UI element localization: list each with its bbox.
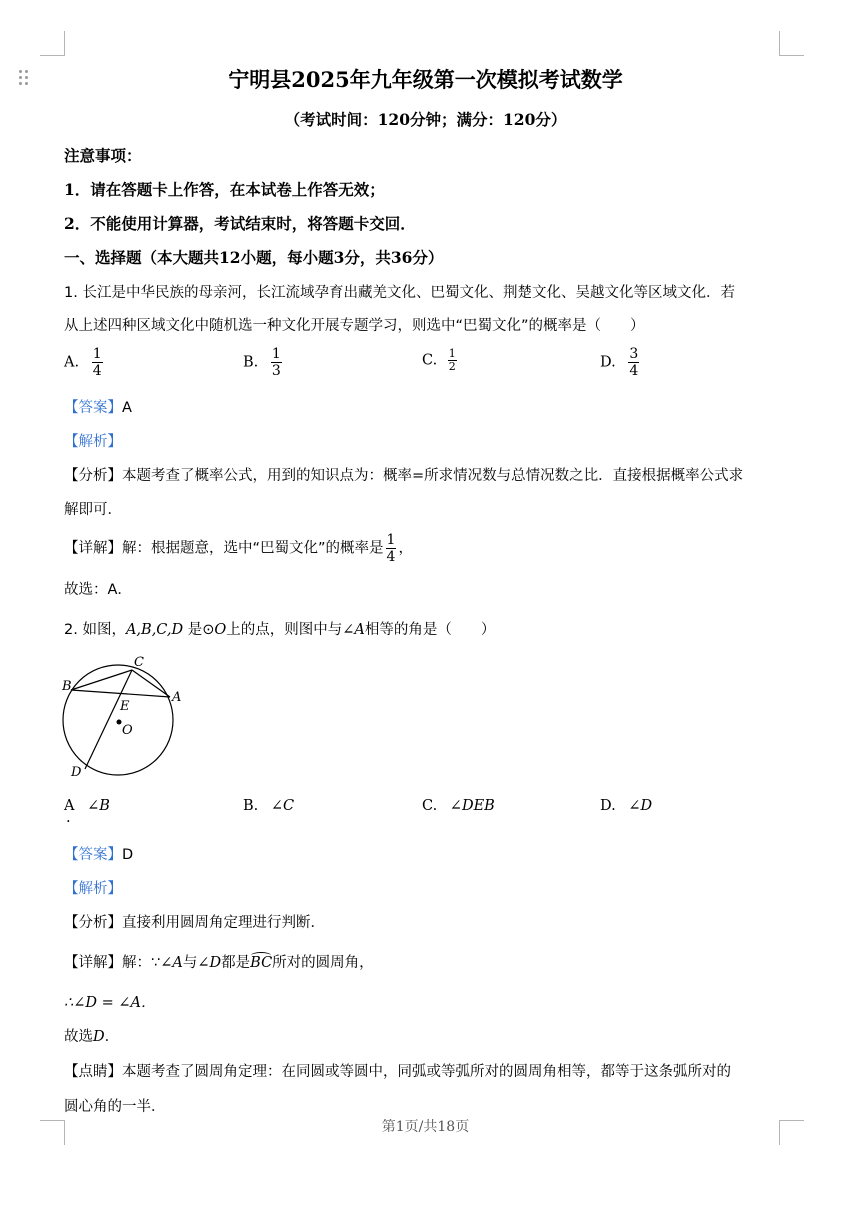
q1-fenxi-line-1: [64, 464, 743, 485]
answer-value: A: [122, 400, 132, 416]
q2-answer: [64, 843, 133, 864]
denominator: 3: [271, 363, 281, 379]
label-a: A: [172, 690, 182, 705]
label-e: E: [120, 699, 130, 714]
angle-a: ∠A: [342, 622, 365, 638]
fraction: [92, 346, 103, 379]
detail-end: ，: [398, 540, 413, 557]
option-label: A.: [64, 354, 80, 371]
numerator: 1: [448, 347, 456, 360]
numerator: 3: [629, 346, 639, 362]
fraction: [271, 346, 282, 379]
denominator: 4: [386, 549, 396, 565]
dianjing-tag: 【点睛】: [64, 1064, 122, 1080]
q1-option-a: [64, 346, 103, 379]
therefore-text: ∴∠D = ∠A．: [64, 995, 156, 1011]
angle-a: ∠A: [160, 955, 183, 971]
circle-symbol: ⊙: [202, 622, 215, 638]
chord-cd: [85, 670, 132, 769]
fenxi-tag: 【分析】: [64, 468, 122, 484]
q1-option-b: [243, 346, 282, 379]
option-value: ∠DEB: [449, 798, 495, 814]
answer-tag: 【答案】: [64, 847, 122, 863]
circle-name: O: [214, 622, 227, 638]
crop-mark-top-right: [779, 31, 804, 56]
denominator: 4: [92, 363, 102, 379]
q2-dianjing-line-2: 圆心角的一半．: [64, 1099, 166, 1115]
fraction: [628, 346, 639, 379]
q2-choose: [64, 1025, 119, 1046]
numerator: 1: [271, 346, 281, 362]
q2-text: [64, 618, 495, 639]
q1-option-c: [422, 348, 457, 373]
page-number: 第1页/共18页: [381, 1119, 470, 1135]
center-point: [117, 720, 122, 725]
answer-value: D: [122, 847, 134, 863]
label-b: B: [62, 679, 72, 694]
q1-fenxi-line-2: 解即可．: [64, 502, 122, 518]
crop-mark-top-left: [40, 31, 65, 56]
option-label: B.: [243, 354, 259, 371]
notice-item-2: 2．不能使用计算器，考试结束时，将答题卡交回．: [64, 214, 416, 233]
q1-detail: [64, 532, 413, 565]
q2-option-a: [64, 798, 110, 814]
q2-mid2: 上的点，则图中与: [226, 622, 343, 638]
detail-post: 所对的圆周角，: [272, 955, 374, 971]
option-label: B.: [243, 798, 259, 814]
detail-with: 与: [182, 955, 198, 971]
option-value: ∠B: [87, 798, 110, 814]
option-label: A: [64, 798, 75, 814]
q1-option-d: [600, 346, 639, 379]
option-value: ∠D: [628, 798, 653, 814]
q2-therefore: [64, 991, 156, 1012]
fenxi-text: 直接利用圆周角定理进行判断．: [122, 915, 325, 931]
q2-fenxi: [64, 911, 325, 932]
numerator: 1: [386, 532, 396, 548]
option-label: D.: [600, 354, 616, 371]
chord-ca: [132, 670, 170, 697]
label-d: D: [71, 765, 82, 780]
q2-points: A,B,C,D: [125, 622, 184, 638]
q2-dianjing-line-1: [64, 1060, 731, 1081]
circle-figure: [55, 652, 195, 782]
q1-text-line-1: 1. 长江是中华民族的母亲河，长江流域孕育出藏羌文化、巴蜀文化、荆楚文化、吴越文化等区域文化．若: [64, 285, 735, 301]
choose-post: ．: [104, 1029, 120, 1045]
fraction: [386, 532, 397, 565]
choose-var: D: [93, 1029, 105, 1045]
numerator: 1: [92, 346, 102, 362]
option-a-dot: .: [66, 810, 71, 826]
section-heading: 一、选择题（本大题共12小题，每小题3分，共36分）: [64, 248, 444, 267]
option-label: D.: [600, 798, 616, 814]
q2-option-b: [243, 798, 294, 814]
detail-text: 解：根据题意，选中“巴蜀文化”的概率是: [122, 540, 384, 557]
answer-tag: 【答案】: [64, 400, 122, 416]
arc-bc: BC: [250, 955, 273, 971]
label-c: C: [134, 655, 144, 670]
option-label: C.: [422, 798, 438, 814]
detail-tag: 【详解】: [64, 955, 122, 971]
fenxi-text: 本题考查了概率公式，用到的知识点为：概率=所求情况数与总情况数之比．直接根据概率公式求: [122, 468, 744, 484]
q2-detail: [64, 951, 374, 972]
notice-item-1: 1．请在答题卡上作答，在本试卷上作答无效；: [64, 180, 385, 199]
fenxi-tag: 【分析】: [64, 915, 122, 931]
angle-d: ∠D: [197, 955, 222, 971]
fraction: [448, 348, 457, 373]
choose-pre: 故选: [64, 1029, 93, 1045]
q2-option-d: [600, 798, 652, 814]
option-value: ∠C: [270, 798, 295, 814]
q2-analysis-tag: 【解析】: [64, 881, 122, 897]
notice-heading: 注意事项：: [64, 146, 142, 165]
dianjing-text: 本题考查了圆周角定理：在同圆或等圆中，同弧或等弧所对的圆周角相等，都等于这条弧所对的: [122, 1064, 731, 1080]
exam-subtitle: （考试时间：120分钟；满分：120分）: [284, 110, 567, 129]
q1-answer: [64, 396, 132, 417]
q2-mid1: 是: [183, 622, 203, 638]
q2-suffix: 相等的角是（ ）: [364, 622, 496, 638]
q2-prefix: 2. 如图，: [64, 622, 126, 638]
denominator: 2: [448, 360, 456, 373]
option-label: C.: [422, 352, 438, 369]
q2-option-c: [422, 798, 495, 814]
detail-tag: 【详解】: [64, 540, 122, 557]
q1-text-line-2: 从上述四种区域文化中随机选一种文化开展专题学习，则选中“巴蜀文化”的概率是（ ）: [64, 318, 645, 334]
detail-mid: 都是: [221, 955, 251, 971]
detail-pre: 解：∵: [122, 955, 161, 971]
label-o: O: [122, 723, 133, 738]
denominator: 4: [629, 363, 639, 379]
page-title: 宁明县2025年九年级第一次模拟考试数学: [228, 67, 623, 92]
q1-choose: 故选：A．: [64, 582, 132, 598]
q1-analysis-tag: 【解析】: [64, 434, 122, 450]
